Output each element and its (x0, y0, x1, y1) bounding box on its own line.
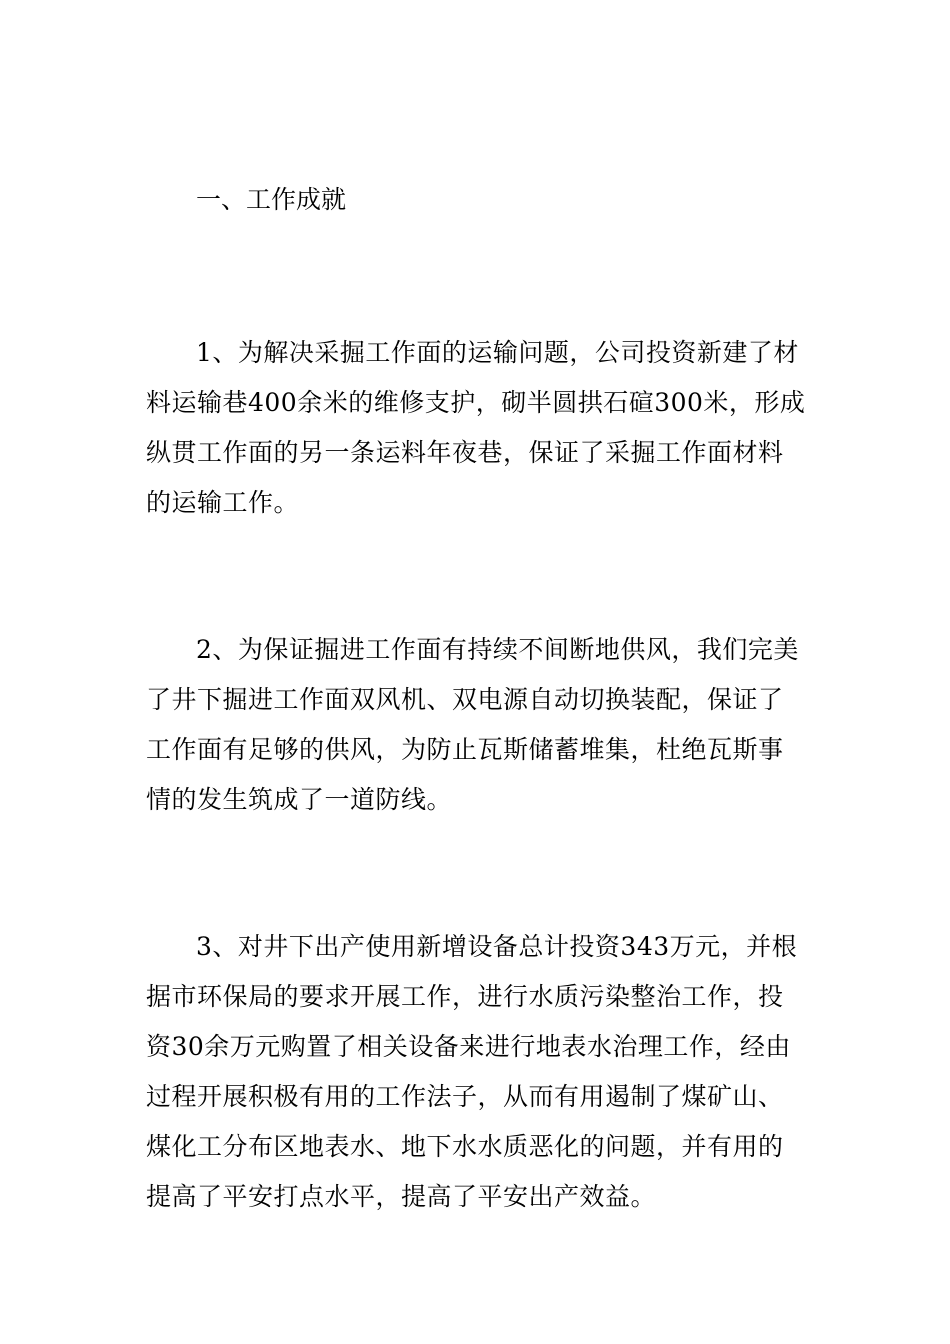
paragraph-line: 煤化工分布区地表水、地下水水质恶化的问题，并有用的 (146, 1132, 784, 1161)
paragraph-line: 2、为保证掘进工作面有持续不间断地供风，我们完美 (196, 635, 799, 664)
paragraph-line: 的运输工作。 (146, 488, 300, 517)
paragraph-line: 提高了平安打点水平，提高了平安出产效益。 (146, 1182, 657, 1211)
paragraph-line: 工作面有足够的供风，为防止瓦斯储蓄堆集，杜绝瓦斯事 (146, 735, 784, 764)
paragraph-line: 3、对井下出产使用新增设备总计投资343万元，并根 (196, 932, 798, 961)
paragraph-line: 过程开展积极有用的工作法子，从而有用遏制了煤矿山、 (146, 1082, 784, 1111)
paragraph-line: 料运输巷400余米的维修支护，砌半圆拱石碹300米，形成 (146, 388, 806, 417)
paragraph-1 (146, 328, 806, 528)
paragraph-line: 据市环保局的要求开展工作，进行水质污染整治工作，投 (146, 982, 784, 1011)
paragraph-line: 纵贯工作面的另一条运料年夜巷，保证了采掘工作面材料 (146, 438, 784, 467)
paragraph-3 (146, 922, 806, 1222)
section-heading: 一、工作成就 (196, 185, 347, 214)
paragraph-line: 1、为解决采掘工作面的运输问题，公司投资新建了材 (196, 338, 799, 367)
paragraph-line: 了井下掘进工作面双风机、双电源自动切换装配，保证了 (146, 685, 784, 714)
paragraph-2 (146, 625, 806, 825)
paragraph-line: 资30余万元购置了相关设备来进行地表水治理工作，经由 (146, 1032, 791, 1061)
paragraph-line: 情的发生筑成了一道防线。 (146, 785, 453, 814)
